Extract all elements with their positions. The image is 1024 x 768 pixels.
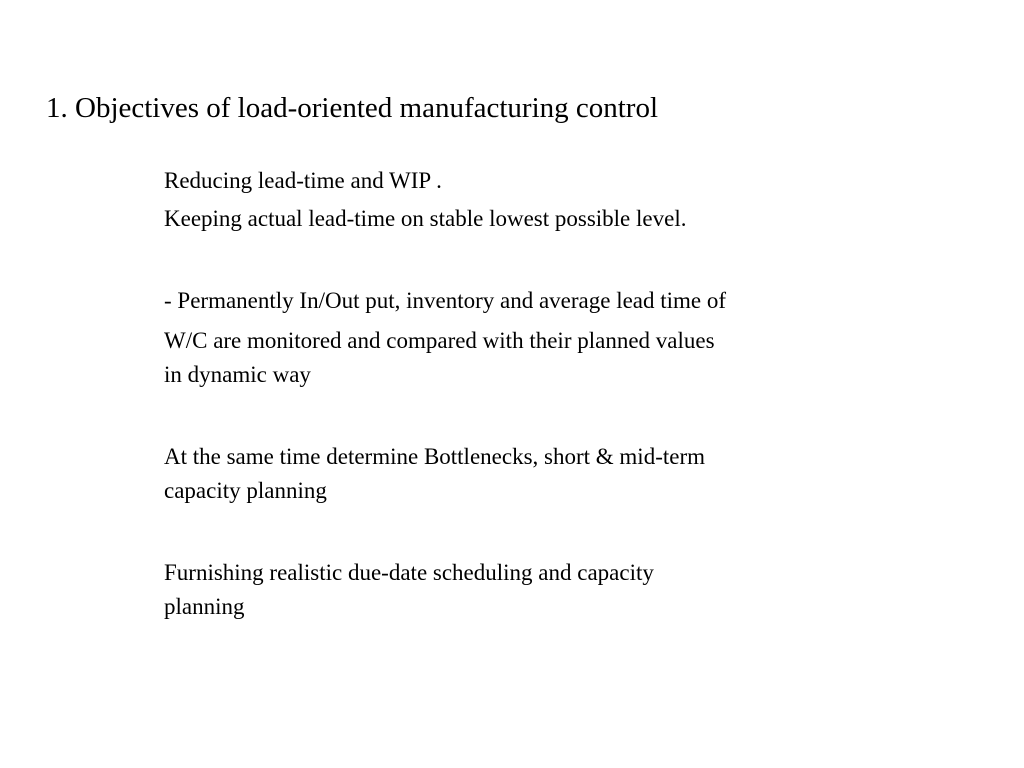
slide-title: 1. Objectives of load-oriented manufacturing control bbox=[46, 92, 659, 124]
objective-stable-lead-time: Keeping actual lead-time on stable lowest possible level. bbox=[164, 206, 687, 231]
bottleneck-line-2: capacity planning bbox=[164, 478, 327, 503]
scheduling-line-2: planning bbox=[164, 594, 245, 619]
monitoring-line-2: W/C are monitored and compared with their planned values bbox=[164, 328, 715, 353]
scheduling-line-1: Furnishing realistic due-date scheduling and capacity bbox=[164, 560, 654, 585]
monitoring-line-3: in dynamic way bbox=[164, 362, 311, 387]
objective-reduce-lead-time: Reducing lead-time and WIP . bbox=[164, 168, 442, 193]
bottleneck-line-1: At the same time determine Bottlenecks, short & mid-term bbox=[164, 444, 706, 469]
monitoring-line-1: - Permanently In/Out put, inventory and average lead time of bbox=[164, 288, 727, 313]
